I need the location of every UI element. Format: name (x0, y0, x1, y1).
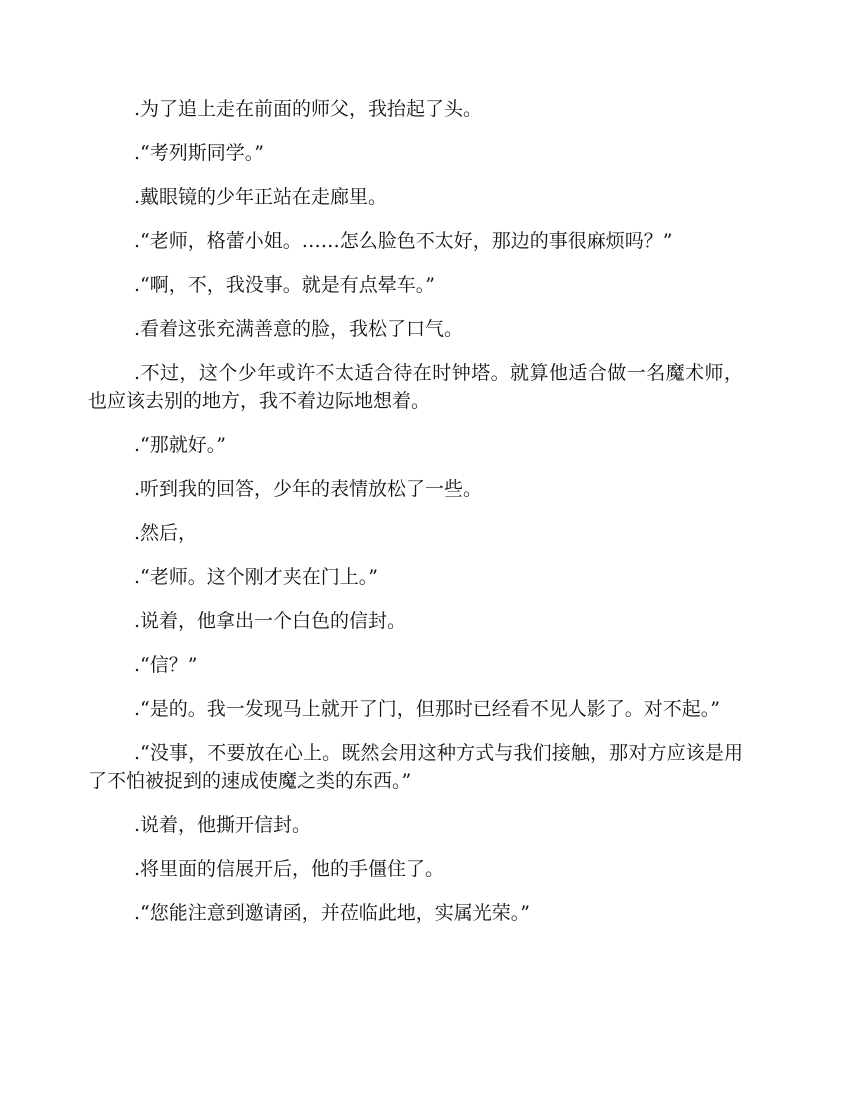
paragraph: .将里面的信展开后，他的手僵住了。 (134, 858, 445, 880)
paragraph: .“啊，不，我没事。就是有点晕车。” (134, 274, 435, 296)
document-body (88, 95, 743, 943)
paragraph: .“您能注意到邀请函，并莅临此地，实属光荣。” (134, 902, 530, 924)
paragraph: .“老师。这个刚才夹在门上。” (134, 566, 378, 588)
paragraph: .戴眼镜的少年正站在走廊里。 (134, 186, 388, 208)
paragraph: .“没事，不要放在心上。既然会用这种方式与我们接触，那对方应该是用了不怕被捉到的速成使魔之类的东西。” (88, 742, 743, 792)
paragraph: .“老师，格蕾小姐。……怎么脸色不太好，那边的事很麻烦吗？” (134, 230, 673, 252)
paragraph: .“那就好。” (134, 434, 226, 456)
paragraph: .说着，他撕开信封。 (134, 814, 312, 836)
paragraph: .“信？” (134, 654, 198, 676)
paragraph: .“是的。我一发现马上就开了门，但那时已经看不见人影了。对不起。” (134, 698, 720, 720)
paragraph: .然后， (134, 522, 198, 544)
paragraph: .不过，这个少年或许不太适合待在时钟塔。就算他适合做一名魔术师，也应该去别的地方，我不着边际地想着。 (88, 362, 743, 412)
paragraph: .看着这张充满善意的脸，我松了口气。 (134, 318, 464, 340)
paragraph: .“考列斯同学。” (134, 142, 264, 164)
paragraph: .说着，他拿出一个白色的信封。 (134, 610, 407, 632)
paragraph: .为了追上走在前面的师父，我抬起了头。 (134, 98, 483, 120)
paragraph: .听到我的回答，少年的表情放松了一些。 (134, 478, 483, 500)
